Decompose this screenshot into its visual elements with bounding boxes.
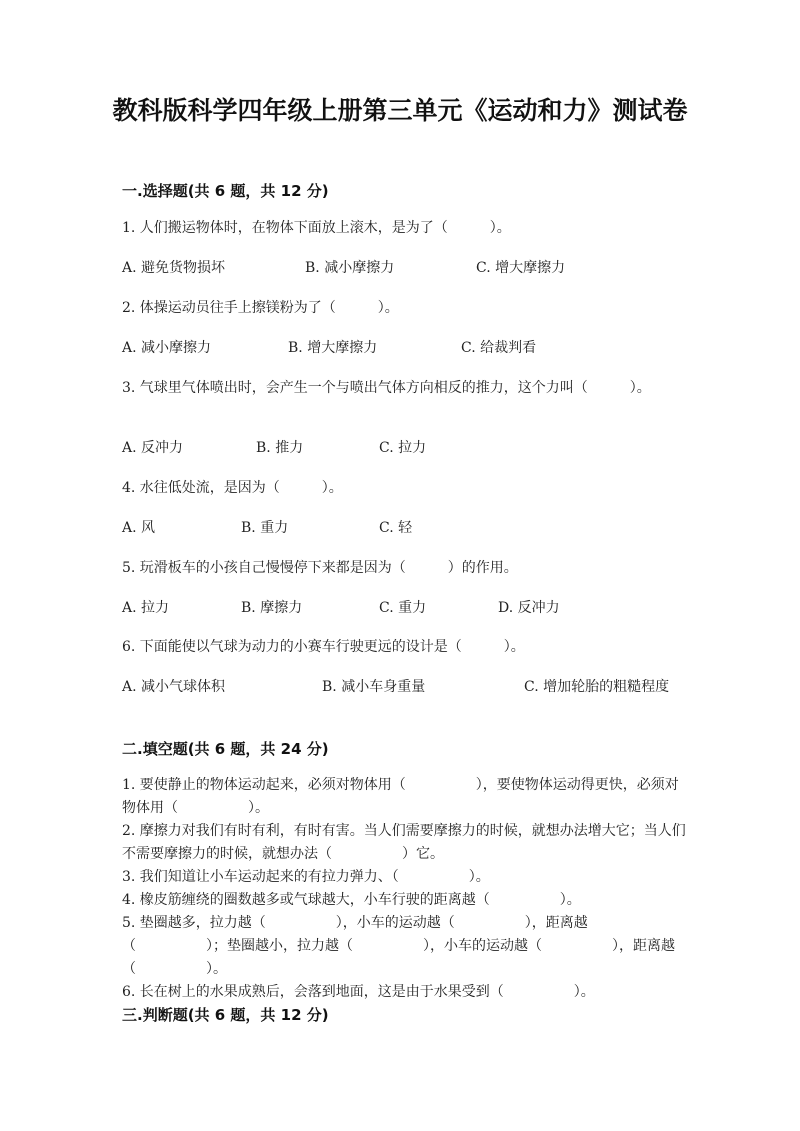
option-4b: B. 重力 — [241, 520, 289, 536]
question-4: 4. 水往低处流，是因为（ ）。 — [122, 480, 343, 496]
fill-question-3: 3. 我们知道让小车运动起来的有拉力弹力、（ ）。 — [122, 869, 490, 885]
option-2c: C. 给裁判看 — [461, 340, 537, 356]
option-2b: B. 增大摩擦力 — [288, 340, 378, 356]
option-4a: A. 风 — [122, 520, 156, 536]
option-5d: D. 反冲力 — [498, 600, 560, 616]
option-1a: A. 避免货物损坏 — [122, 260, 226, 276]
fill-question-1: 1. 要使静止的物体运动起来，必须对物体用（ ），要使物体运动得更快，必须对物体用（ ）。 — [122, 777, 679, 816]
question-2: 2. 体操运动员往手上擦镁粉为了（ ）。 — [122, 300, 399, 316]
option-6b: B. 减小车身重量 — [322, 679, 426, 695]
option-5a: A. 拉力 — [122, 600, 170, 616]
fill-question-5: 5. 垫圈越多，拉力越（ ），小车的运动越（ ），距离越（ ）；垫圈越小，拉力越（ ），小车的运动越（ ），距离越（ ）。 — [122, 915, 675, 977]
page-title: 教科版科学四年级上册第三单元《运动和力》测试卷 — [112, 96, 688, 125]
option-4c: C. 轻 — [379, 520, 413, 536]
question-3: 3. 气球里气体喷出时，会产生一个与喷出气体方向相反的推力，这个力叫（ ）。 — [122, 380, 651, 396]
option-1c: C. 增大摩擦力 — [476, 260, 566, 276]
option-6c: C. 增加轮胎的粗糙程度 — [524, 679, 670, 695]
option-3a: A. 反冲力 — [122, 440, 184, 456]
option-3c: C. 拉力 — [379, 440, 427, 456]
option-5b: B. 摩擦力 — [241, 600, 303, 616]
fill-question-4: 4. 橡皮筋缠绕的圈数越多或气球越大，小车行驶的距离越（ ）。 — [122, 892, 581, 908]
section-heading-fill: 二.填空题(共 6 题，共 24 分) — [122, 740, 329, 758]
question-6: 6. 下面能使以气球为动力的小赛车行驶更远的设计是（ ）。 — [122, 639, 525, 655]
fill-question-6: 6. 长在树上的水果成熟后，会落到地面，这是由于水果受到（ ）。 — [122, 984, 595, 1000]
question-1: 1. 人们搬运物体时，在物体下面放上滚木，是为了（ ）。 — [122, 220, 511, 236]
option-6a: A. 减小气球体积 — [122, 679, 226, 695]
section-heading-judge: 三.判断题(共 6 题，共 12 分) — [122, 1006, 329, 1024]
option-3b: B. 推力 — [256, 440, 304, 456]
question-5: 5. 玩滑板车的小孩自己慢慢停下来都是因为（ ）的作用。 — [122, 560, 518, 576]
fill-question-2: 2. 摩擦力对我们有时有利，有时有害。当人们需要摩擦力的时候，就想办法增大它；当人们不需要摩擦力的时候，就想办法（ ）它。 — [122, 823, 686, 862]
option-5c: C. 重力 — [379, 600, 427, 616]
option-1b: B. 减小摩擦力 — [305, 260, 395, 276]
option-2a: A. 减小摩擦力 — [122, 340, 212, 356]
section-heading-choice: 一.选择题(共 6 题，共 12 分) — [122, 182, 329, 200]
